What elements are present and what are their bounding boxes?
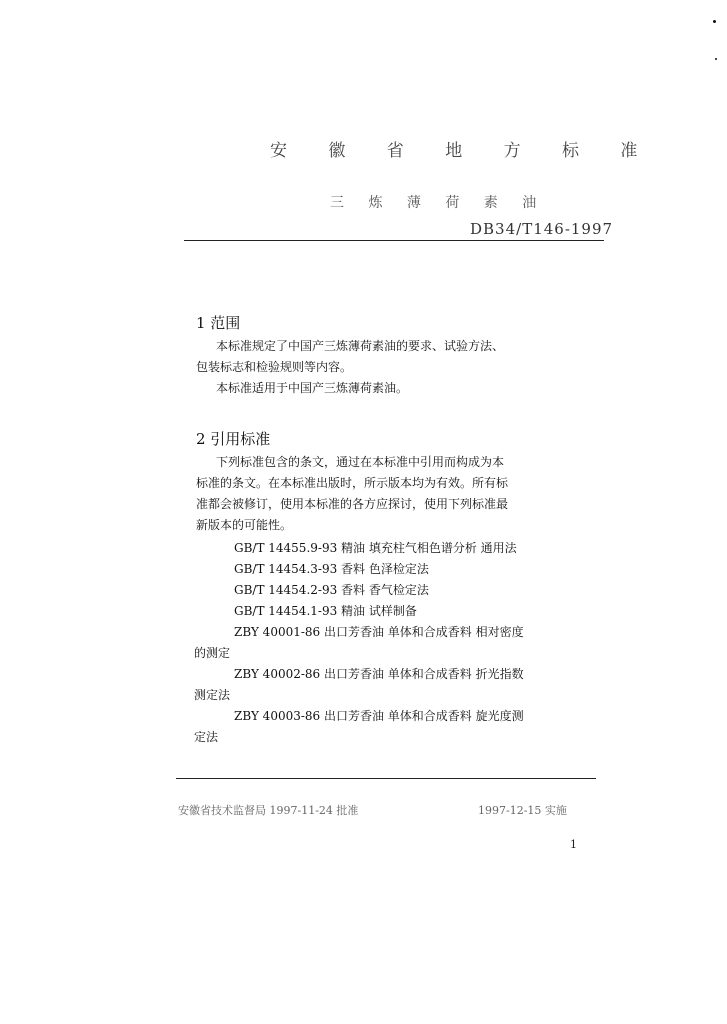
reference-item: ZBY 40001-86 出口芳香油 单体和合成香料 相对密度 <box>234 625 524 639</box>
reference-item: GB/T 14455.9-93 精油 填充柱气相色谱分析 通用法 <box>234 541 517 555</box>
references-intro-line: 准都会被修订，使用本标准的各方应探讨，使用下列标准最 <box>196 497 509 511</box>
reference-item: ZBY 40003-86 出口芳香油 单体和合成香料 旋光度测 <box>234 709 524 723</box>
scope-paragraph-line: 本标准规定了中国产三炼薄荷素油的要求、试验方法、 <box>216 339 505 353</box>
reference-item-continuation: 定法 <box>194 730 219 744</box>
scope-applicability: 本标准适用于中国产三炼薄荷素油。 <box>216 381 409 395</box>
references-intro-line: 下列标准包含的条文，通过在本标准中引用而构成为本 <box>216 455 505 469</box>
scan-speck <box>715 58 717 60</box>
approval-date: 安徽省技术监督局 1997-11-24 批准 <box>178 804 359 817</box>
reference-item-continuation: 测定法 <box>194 688 231 702</box>
header-title: 安 徽 省 地 方 标 准 <box>270 141 656 161</box>
scope-paragraph-line: 包装标志和检验规则等内容。 <box>196 360 353 374</box>
references-intro-line: 新版本的可能性。 <box>196 518 293 532</box>
section-1-heading: 1 范围 <box>196 314 241 332</box>
header-rule <box>184 240 604 241</box>
document-name: 三 炼 薄 荷 素 油 <box>330 195 547 211</box>
references-intro-line: 标准的条文。在本标准出版时，所示版本均为有效。所有标 <box>196 476 509 490</box>
page-number: 1 <box>570 838 577 851</box>
standard-number: DB34/T146-1997 <box>470 220 614 238</box>
reference-item: ZBY 40002-86 出口芳香油 单体和合成香料 折光指数 <box>234 667 524 681</box>
reference-item: GB/T 14454.3-93 香料 色泽检定法 <box>234 562 429 576</box>
reference-item: GB/T 14454.2-93 香料 香气检定法 <box>234 583 429 597</box>
reference-item-continuation: 的测定 <box>194 646 231 660</box>
scan-speck <box>713 20 716 23</box>
implementation-date: 1997-12-15 实施 <box>478 804 567 817</box>
footer-rule <box>176 778 596 779</box>
section-2-heading: 2 引用标准 <box>196 430 271 448</box>
reference-item: GB/T 14454.1-93 精油 试样制备 <box>234 604 417 618</box>
